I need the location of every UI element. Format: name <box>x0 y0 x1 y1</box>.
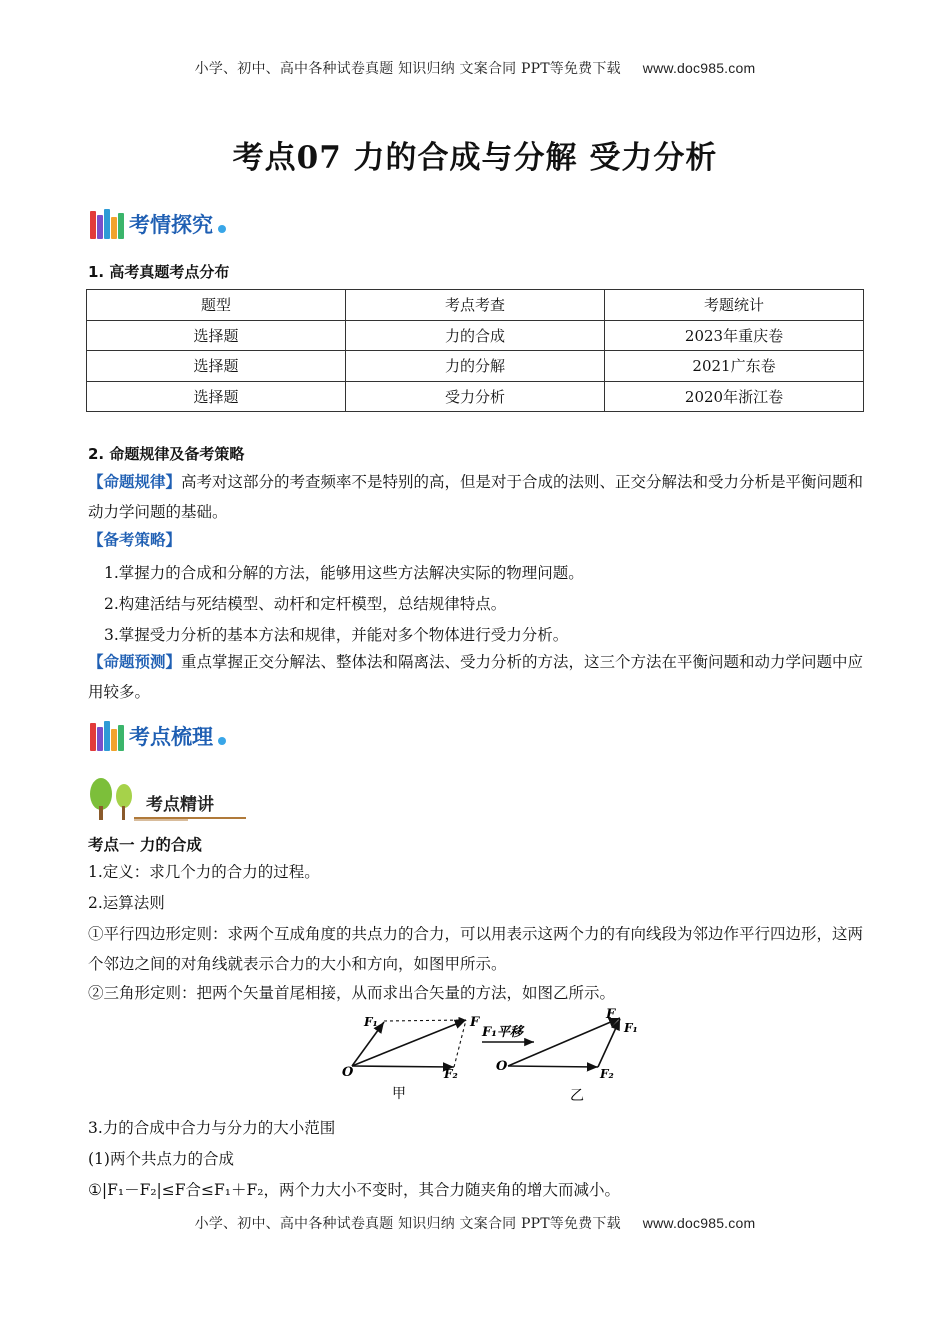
strategy-tag: 【备考策略】 <box>88 531 182 549</box>
section-banner-review <box>90 716 226 756</box>
rule-title-line: 2.运算法则 <box>88 894 165 912</box>
table-header-cell: 考题统计 <box>605 290 864 321</box>
table-cell: 受力分析 <box>346 381 605 412</box>
table-cell: 力的分解 <box>346 351 605 382</box>
predict-tag: 【命题预测】 <box>88 653 182 671</box>
label-o: O <box>342 1065 354 1080</box>
page-header <box>0 58 950 78</box>
table-cell: 2023年重庆卷 <box>605 320 864 351</box>
page-footer <box>0 1213 950 1233</box>
caption-yi: 乙 <box>570 1088 584 1104</box>
subheading-distribution: 1. 高考真题考点分布 <box>88 263 230 281</box>
section-title: 考情探究 <box>129 213 213 237</box>
triangle-paragraph: ②三角形定则：把两个矢量首尾相接，从而求出合矢量的方法，如图乙所示。 <box>88 984 616 1002</box>
rule-text: 高考对这部分的考查频率不是特别的高，但是对于合成的法则、正交分解法和受力分析是平衡问题和动力学问题的基础。 <box>88 473 864 521</box>
table-cell: 选择题 <box>87 381 346 412</box>
table-cell: 力的合成 <box>346 320 605 351</box>
strategy-item: 2.构建活结与死结模型、动杆和定杆模型，总结规律特点。 <box>104 595 507 613</box>
books-icon <box>90 209 125 239</box>
vector-f2 <box>508 1066 598 1067</box>
label-f1: F₁ <box>364 1015 378 1029</box>
dashed-edge <box>384 1020 466 1021</box>
section-title: 考点精讲 <box>146 795 214 815</box>
subheading-strategy: 2. 命题规律及备考策略 <box>88 445 245 463</box>
dashed-edge <box>454 1020 466 1067</box>
dot-icon <box>218 225 226 233</box>
vector-f2 <box>352 1066 454 1067</box>
table-cell: 选择题 <box>87 320 346 351</box>
definition-line: 1.定义：求几个力的合力的过程。 <box>88 863 320 881</box>
range-formula: ①|F₁－F₂|≤F合≤F₁＋F₂，两个力大小不变时，其合力随夹角的增大而减小。 <box>88 1181 620 1199</box>
section-banner-explain <box>88 776 248 822</box>
strategy-item: 1.掌握力的合成和分解的方法，能够用这些方法解决实际的物理问题。 <box>104 564 584 582</box>
header-text: 小学、初中、高中各种试卷真题 知识归纳 文案合同 PPT等免费下载 <box>194 61 621 77</box>
books-icon <box>90 721 125 751</box>
predict-paragraph <box>88 647 866 707</box>
force-diagram <box>336 1006 656 1106</box>
section-title: 考点梳理 <box>129 725 213 749</box>
table-header-row <box>87 290 864 321</box>
dot-icon <box>218 737 226 745</box>
footer-url[interactable]: www.doc985.com <box>642 1215 756 1231</box>
point-title: 考点一 力的合成 <box>88 836 202 854</box>
parallelogram-paragraph: ①平行四边形定则：求两个互成角度的共点力的合力，可以用表示这两个力的有向线段为邻边作平行四边形，这两个邻边之间的对角线就表示合力的大小和方向，如图甲所示。 <box>88 925 864 973</box>
label-f2: F₂ <box>600 1067 614 1081</box>
label-o: O <box>496 1059 508 1074</box>
exam-table <box>86 289 864 412</box>
label-f1: F₁ <box>624 1021 638 1035</box>
label-f2: F₂ <box>444 1067 458 1081</box>
table-cell: 2020年浙江卷 <box>605 381 864 412</box>
table-header-cell: 题型 <box>87 290 346 321</box>
rule-tag: 【命题规律】 <box>88 473 182 491</box>
range-title: 3.力的合成中合力与分力的大小范围 <box>88 1119 336 1137</box>
label-f: F <box>606 1007 616 1022</box>
table-cell: 选择题 <box>87 351 346 382</box>
table-row <box>87 381 864 412</box>
caption-jia: 甲 <box>392 1086 406 1102</box>
strategy-item: 3.掌握受力分析的基本方法和规律，并能对多个物体进行受力分析。 <box>104 626 569 644</box>
strategy-tag-line <box>88 525 866 555</box>
rule-paragraph <box>88 467 866 527</box>
range-subtitle: (1)两个共点力的合成 <box>88 1150 234 1168</box>
header-url[interactable]: www.doc985.com <box>642 60 756 76</box>
table-row <box>87 320 864 351</box>
shift-label: F₁平移 <box>482 1025 523 1040</box>
table-cell: 2021广东卷 <box>605 351 864 382</box>
section-banner-exam <box>90 204 226 244</box>
predict-text: 重点掌握正交分解法、整体法和隔离法、受力分析的方法，这三个方法在平衡问题和动力学问题中应用较多。 <box>88 653 864 701</box>
page-title: 考点07 力的合成与分解 受力分析 <box>232 140 718 176</box>
table-row <box>87 351 864 382</box>
label-f: F <box>470 1015 480 1030</box>
table-header-cell: 考点考查 <box>346 290 605 321</box>
footer-text: 小学、初中、高中各种试卷真题 知识归纳 文案合同 PPT等免费下载 <box>194 1216 621 1232</box>
